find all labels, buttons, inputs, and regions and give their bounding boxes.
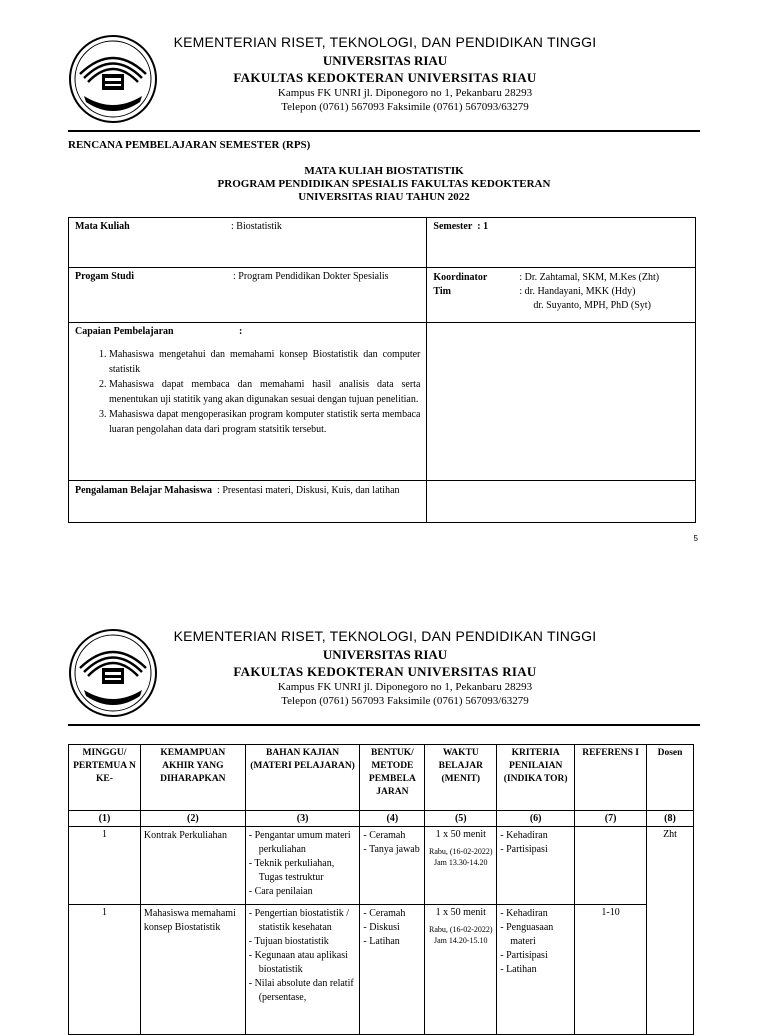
header-divider [68, 130, 700, 132]
program-value: : Program Pendidikan Dokter Spesialis [233, 271, 389, 282]
phone: Telepon (0761) 567093 Faksimile (0761) 567093/63279 [281, 101, 529, 113]
student-experience-label: Pengalaman Belajar Mahasiswa [75, 485, 213, 496]
list-item: 2. Mahasiswa dapat membaca dan memahami hasil analisis data serta menentukan uji statitik yang akan digunakan sesuai dengan tujuan penelitian. [109, 377, 420, 407]
col-method: BENTUK/ METODE PEMBELA JARAN [360, 745, 425, 811]
reference-cell: 1-10 [575, 905, 647, 1035]
list-item: - Latihan [500, 964, 537, 975]
col-materials: BAHAN KAJIAN (MATERI PELAJARAN) [245, 745, 360, 811]
time-value: 1 x 50 menit [435, 907, 486, 918]
faculty-name: FAKULTAS KEDOKTERAN UNIVERSITAS RIAU [233, 70, 537, 85]
letterhead-1 [0, 34, 768, 144]
course-info-table [68, 217, 696, 523]
semester-label: Semester [433, 221, 473, 232]
table-row [69, 827, 694, 905]
list-item: - Ceramah [363, 830, 406, 841]
semester-cell [427, 218, 696, 268]
course-label: Mata Kuliah [75, 221, 130, 232]
reference-cell [575, 827, 647, 905]
address: Kampus FK UNRI jl. Diponegoro no 1, Pekanbaru 28293 [277, 681, 533, 693]
university-logo [68, 628, 158, 718]
method-cell [360, 905, 425, 1035]
coordinator-cell [427, 268, 696, 323]
time-detail: Rabu, (16-02-2022) Jam 13.30-14.20 [429, 847, 493, 867]
address: Kampus FK UNRI jl. Diponegoro no 1, Pekanbaru 28293 [277, 87, 533, 99]
learning-outcomes-colon: : [239, 326, 243, 337]
list-item: - Partisipasi [500, 950, 548, 961]
materials-cell [245, 827, 360, 905]
time-cell [425, 827, 497, 905]
empty-cell [427, 323, 696, 481]
materials-cell [245, 905, 360, 1035]
col-ability: KEMAMPUAN AKHIR YANG DIHARAPKAN [140, 745, 245, 811]
col-number: (7) [575, 811, 647, 827]
table-row [69, 905, 694, 1035]
course-title: MATA KULIAH BIOSTATISTIK [304, 165, 464, 177]
list-item: - Diskusi [363, 922, 400, 933]
time-value: 1 x 50 menit [435, 829, 486, 840]
course-value: : Biostatistik [231, 221, 282, 232]
coordinator-2: : dr. Handayani, MKK (Hdy) [519, 286, 636, 297]
empty-cell [427, 481, 696, 523]
university-name: UNIVERSITAS RIAU [322, 53, 448, 68]
list-item: - Pengantar umum materi perkuliahan [248, 830, 351, 855]
col-number: (3) [245, 811, 360, 827]
coordinator-3: dr. Suyanto, MPH, PhD (Syt) [533, 300, 651, 311]
list-item: - Penguasaan materi [500, 922, 554, 947]
method-cell [360, 827, 425, 905]
list-item: - Nilai absolute dan relatif (persentase, [248, 978, 354, 1003]
list-item: - Ceramah [363, 908, 406, 919]
header-row [69, 745, 694, 811]
col-number: (6) [497, 811, 575, 827]
col-criteria: KRITERIA PENILAIAN (INDIKA TOR) [497, 745, 575, 811]
ministry-name: KEMENTERIAN RISET, TEKNOLOGI, DAN PENDIDIKAN TINGGI [173, 34, 597, 50]
list-item: - Teknik perkuliahan, Tugas testruktur [248, 858, 335, 883]
ability-cell: Mahasiswa memahami konsep Biostatistik [140, 905, 245, 1035]
col-number: (2) [140, 811, 245, 827]
col-reference: REFERENS I [575, 745, 647, 811]
faculty-name: FAKULTAS KEDOKTERAN UNIVERSITAS RIAU [233, 664, 537, 679]
col-number: (1) [69, 811, 141, 827]
col-number: (8) [647, 811, 694, 827]
learning-outcomes-list [75, 347, 420, 437]
criteria-cell [497, 827, 575, 905]
page-number: 5 [693, 534, 698, 543]
time-cell [425, 905, 497, 1035]
list-item: - Kehadiran [500, 908, 548, 919]
list-item: - Kehadiran [500, 830, 548, 841]
coordinator-1: : Dr. Zahtamal, SKM, M.Kes (Zht) [519, 272, 660, 283]
col-time: WAKTU BELAJAR (MENIT) [425, 745, 497, 811]
university-logo [68, 34, 158, 124]
ability-cell: Kontrak Perkuliahan [140, 827, 245, 905]
coordinator-label: Koordinator [433, 272, 488, 283]
col-number: (4) [360, 811, 425, 827]
ministry-name: KEMENTERIAN RISET, TEKNOLOGI, DAN PENDIDIKAN TINGGI [173, 628, 597, 644]
learning-outcomes-cell [69, 323, 427, 481]
letterhead-2 [0, 628, 768, 738]
university-name: UNIVERSITAS RIAU [322, 647, 448, 662]
program-title: PROGRAM PENDIDIKAN SPESIALIS FAKULTAS KEDOKTERAN [217, 178, 551, 190]
year-title: UNIVERSITAS RIAU TAHUN 2022 [298, 191, 470, 203]
list-item: 1. Mahasiswa mengetahui dan memahami konsep Biostatistik dan computer statistik [109, 347, 420, 377]
list-item: 3. Mahasiswa dapat mengoperasikan program komputer statistik serta membaca luaran pengolahan data dari program statsitik tersebut. [109, 407, 420, 437]
student-experience-value: : Presentasi materi, Diskusi, Kuis, dan latihan [217, 485, 400, 496]
semester-value: : 1 [477, 221, 489, 232]
list-item: - Cara penilaian [248, 886, 313, 897]
number-row [69, 811, 694, 827]
list-item: - Partisipasi [500, 844, 548, 855]
header-divider [68, 724, 700, 726]
schedule-table [68, 744, 694, 1035]
program-cell [69, 268, 427, 323]
list-item: - Tanya jawab [363, 844, 420, 855]
list-item: - Tujuan biostatistik [248, 936, 329, 947]
course-cell [69, 218, 427, 268]
col-number: (5) [425, 811, 497, 827]
list-item: - Pengertian biostatistik / statistik kesehatan [248, 908, 349, 933]
criteria-cell [497, 905, 575, 1035]
team-label: Tim [433, 286, 451, 297]
col-week: MINGGU/ PERTEMUA N KE- [69, 745, 141, 811]
rps-title: RENCANA PEMBELAJARAN SEMESTER (RPS) [68, 139, 311, 151]
time-detail: Rabu, (16-02-2022) Jam 14.20-15.10 [429, 925, 493, 945]
col-lecturer: Dosen [647, 745, 694, 811]
program-label: Progam Studi [75, 271, 134, 282]
phone: Telepon (0761) 567093 Faksimile (0761) 567093/63279 [281, 695, 529, 707]
week-cell: 1 [69, 827, 141, 905]
student-experience-cell [69, 481, 427, 523]
list-item: - Kegunaan atau aplikasi biostatistik [248, 950, 348, 975]
list-item: - Latihan [363, 936, 400, 947]
lecturer-cell: Zht [647, 827, 694, 1035]
week-cell: 1 [69, 905, 141, 1035]
learning-outcomes-label: Capaian Pembelajaran [75, 326, 174, 337]
